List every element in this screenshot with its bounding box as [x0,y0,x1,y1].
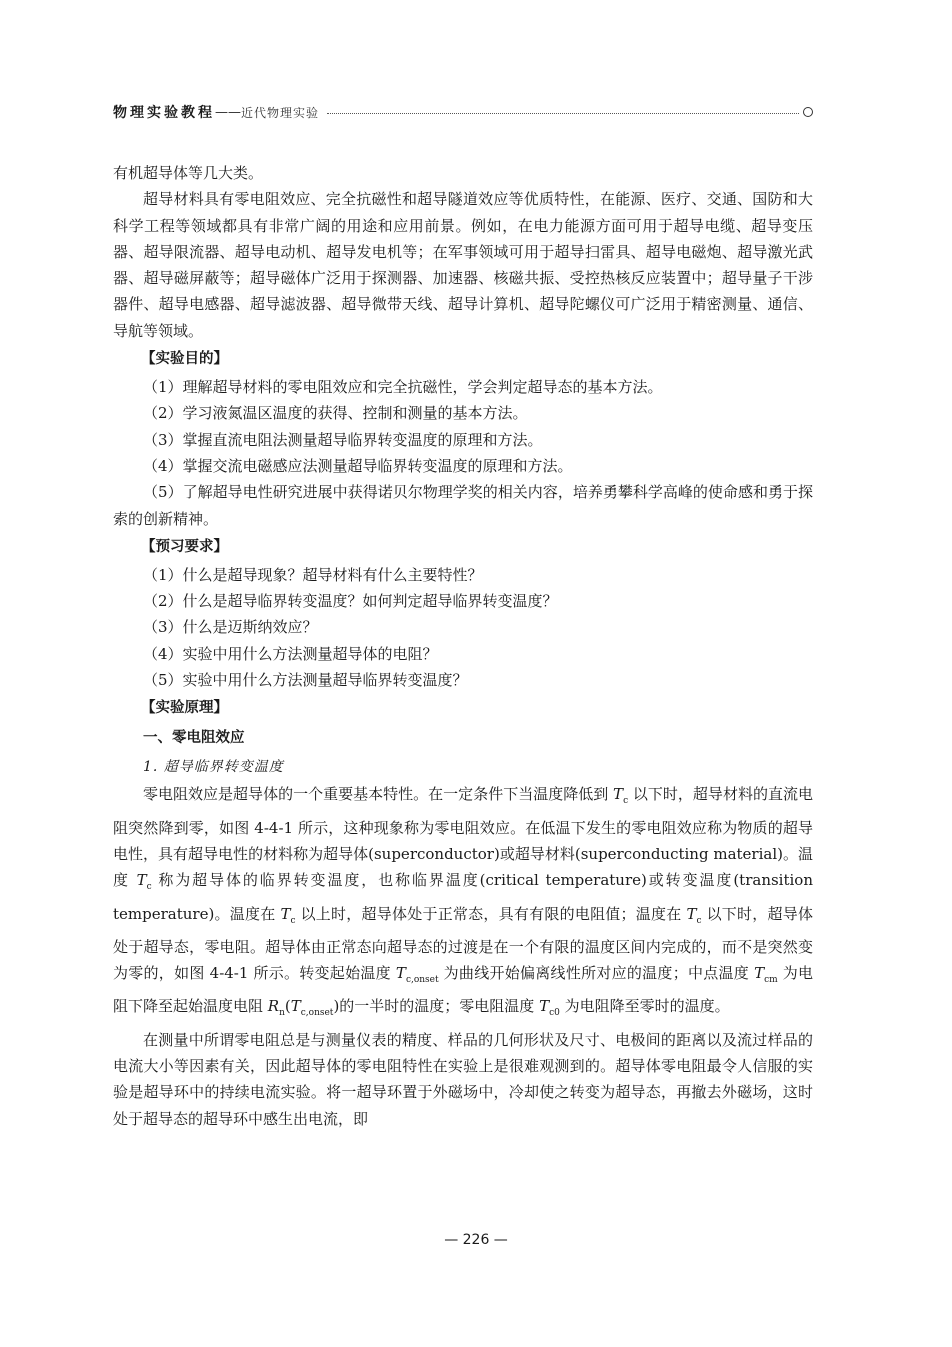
section-zero-resistance: 一、零电阻效应 [143,730,245,747]
chapter-subtitle: 近代物理实验 [241,105,320,120]
subscript: c [290,915,296,926]
paragraph-applications: 超导材料具有零电阻效应、完全抗磁性和超导隧道效应等优质特性，在能源、医疗、交通、国防和大科学工程等领域都具有非常广阔的用途和应用前景。例如，在电力能源方面可用于超导电缆、超导变压器、超导限流器、超导电动机、超导发电机等；在军事领域可用于超导扫雷具、超导电磁炮、超导激光武器、超导磁屏蔽等；超导磁体广泛用于探测器、加速器、核磁共振、受控热核反应装置中；超导量子干涉器件、超导电感器、超导滤波器、超导微带天线、超导计算机、超导陀螺仪可广泛用于精密测量、通信、导航等领域。 [113,190,813,340]
subscript: c [146,882,152,893]
text-run: 以上时，超导体处于正常态，具有有限的电阻值；温度在 [295,904,687,923]
symbol-T: T [395,964,406,983]
subscript: cm [764,975,778,986]
subscript: n [279,1008,285,1019]
objective-item: （5）了解超导电性研究进展中获得诺贝尔物理学奖的相关内容，培养勇攀科学高峰的使命感和勇于探索的创新精神。 [113,483,813,528]
symbol-T: T [754,964,765,983]
text-run: 为电阻下降至起始温度电阻 [113,964,813,1016]
subscript: c [696,915,702,926]
heading-objectives: 【实验目的】 [141,351,228,368]
text-run: )的一半时的温度；零电阻温度 [333,997,540,1016]
subscript: c0 [549,1008,560,1019]
page-body [113,160,813,1132]
dotted-rule [327,113,799,114]
paragraph-continuation: 有机超导体等几大类。 [113,164,264,182]
circle-ornament-icon [803,107,813,117]
preview-item: （3）什么是迈斯纳效应？ [143,618,318,637]
symbol-T: T [613,785,624,804]
objective-item: （2）学习液氮温区温度的获得、控制和测量的基本方法。 [143,404,528,423]
preview-item: （5）实验中用什么方法测量超导临界转变温度？ [143,671,468,690]
objective-item: （4）掌握交流电磁感应法测量超导临界转变温度的原理和方法。 [143,456,573,475]
text-run: 以下时，超导材料的直流电阻突然降到零，如图 4-4-1 所示，这种现象称为零电阻效应。在低温下发生的零电阻效应称为物质的超导电性，具有超导电性的材料称为超导体(superconductor)或超导材料(superconducting material)。温度 [113,785,813,890]
heading-principle: 【实验原理】 [141,700,228,717]
subscript: c,onset [405,975,439,986]
symbol-R: R [267,997,280,1016]
book-title: 物理实验教程 [113,105,215,121]
subscript: c [623,796,629,807]
preview-item: （4）实验中用什么方法测量超导体的电阻？ [143,644,438,663]
page-number: — 226 — [444,1232,508,1248]
text-run: 以下时，超导体处于超导态，零电阻。超导体由正常态向超导态的过渡是在一个有限的温度区间内完成的，而不是突然变为零的，如图 4-4-1 所示。转变起始温度 [113,904,813,983]
objective-item: （3）掌握直流电阻法测量超导临界转变温度的原理和方法。 [143,430,543,449]
paragraph-persistent-current: 在测量中所谓零电阻总是与测量仪表的精度、样品的几何形状及尺寸、电极间的距离以及流过样品的电流大小等因素有关，因此超导体的零电阻特性在实验上是很难观测到的。超导体零电阻最令人信服的实验是超导环中的持续电流实验。将一超导环置于外磁场中，冷却使之转变为超导态，再撤去外磁场，这时处于超导态的超导环中感生出电流，即 [113,1030,813,1128]
subscript: c,onset [300,1008,334,1019]
text-run: 为电阻降至零时的温度。 [559,997,730,1016]
text-run: ( [284,997,291,1016]
subsection-critical-temperature: 1. 超导临界转变温度 [143,759,284,776]
header-dash: —— [215,104,241,120]
heading-preview: 【预习要求】 [141,538,228,555]
text-run: 称为超导体的临界转变温度，也称临界温度(critical temperature)或转变温度(transition temperature)。温度在 [113,871,813,923]
symbol-T: T [686,904,697,923]
text-run: 为曲线开始偏离线性所对应的温度；中点温度 [438,964,755,983]
running-header [113,101,813,123]
symbol-T: T [136,871,147,890]
preview-item: （2）什么是超导临界转变温度？如何判定超导临界转变温度？ [143,592,558,611]
symbol-T: T [290,997,301,1016]
symbol-T: T [539,997,550,1016]
preview-item: （1）什么是超导现象？超导材料有什么主要特性？ [143,565,483,584]
paragraph-zero-resistance [113,781,813,1026]
objective-item: （1）理解超导材料的零电阻效应和完全抗磁性，学会判定超导态的基本方法。 [143,378,663,397]
text-run: 零电阻效应是超导体的一个重要基本特性。在一定条件下当温度降低到 [143,785,614,804]
symbol-T: T [280,904,291,923]
